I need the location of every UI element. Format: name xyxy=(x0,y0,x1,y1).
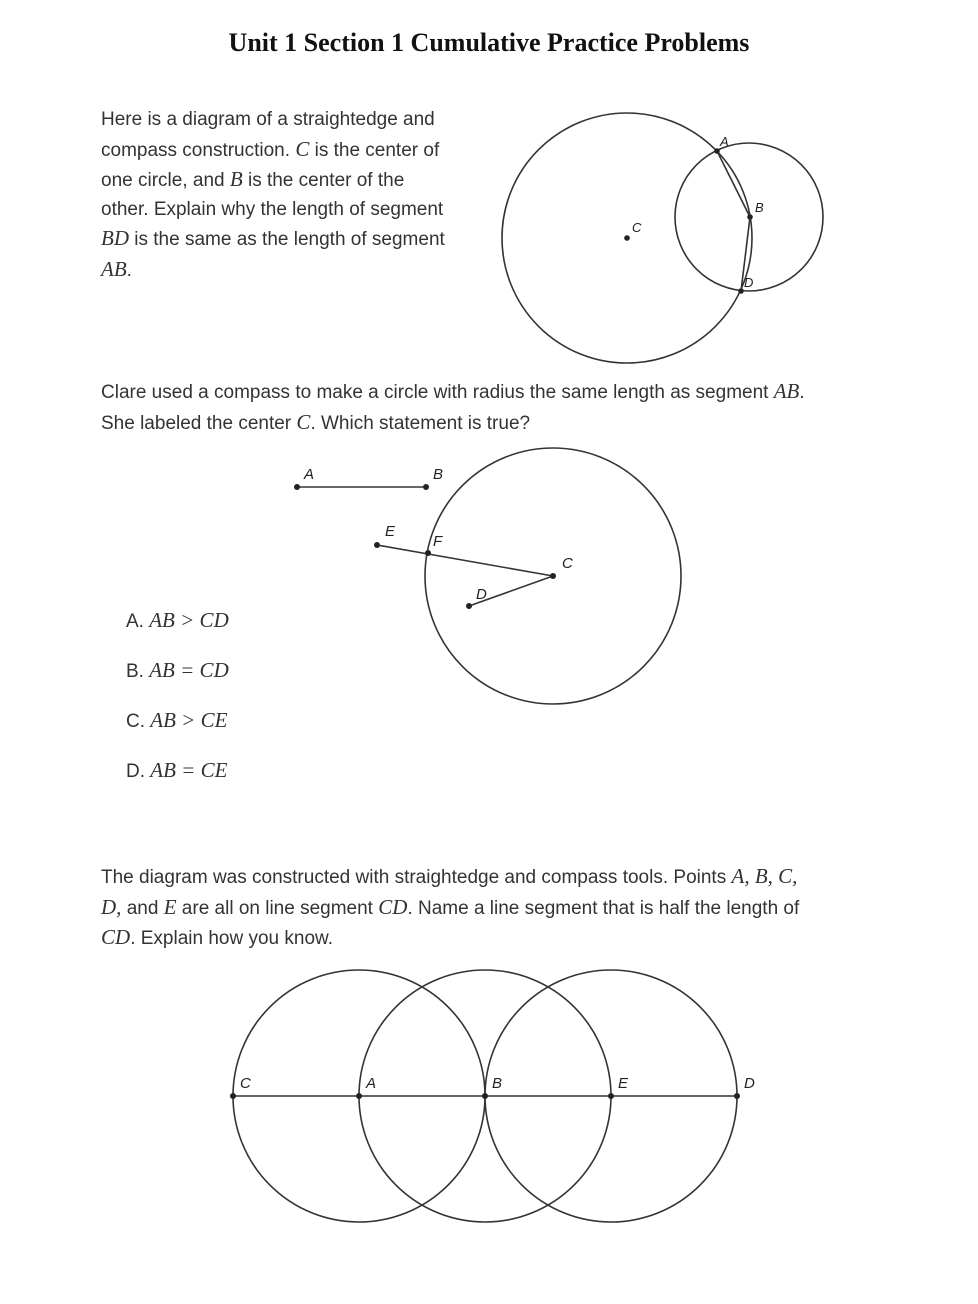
label-a: A xyxy=(366,1075,377,1092)
point-e xyxy=(608,1093,614,1099)
label-a: A xyxy=(304,466,315,483)
label-b: B xyxy=(433,466,444,483)
label-f: F xyxy=(433,533,443,550)
label-b: B xyxy=(755,200,764,215)
point-a xyxy=(356,1093,362,1099)
page-title: Unit 1 Section 1 Cumulative Practice Problems xyxy=(228,28,750,57)
label-d: D xyxy=(476,586,487,603)
choice-a[interactable]: A. AB > CD xyxy=(126,608,229,632)
label-b: B xyxy=(492,1075,503,1092)
label-e: E xyxy=(385,523,396,540)
label-c: C xyxy=(240,1075,251,1092)
label-d: D xyxy=(744,275,754,290)
problem-3-text: The diagram was constructed with straightedge and compass tools. Points A, B, C, D, and E are all on line segment CD. Name a line segment that is half the length of CD. Explain how you know. xyxy=(101,864,800,949)
label-e: E xyxy=(618,1075,629,1092)
label-c: C xyxy=(562,555,573,572)
label-c: C xyxy=(632,220,642,235)
choice-b[interactable]: B. AB = CD xyxy=(126,658,229,682)
label-d: D xyxy=(744,1075,755,1092)
label-a: A xyxy=(720,134,729,149)
problem-2-text: Clare used a compass to make a circle with radius the same length as segment AB. She labeled the center C. Which statement is true? xyxy=(101,379,805,434)
choice-d[interactable]: D. AB = CE xyxy=(126,758,228,782)
problem-1-text: Here is a diagram of a straightedge and compass construction. C is the center of one circle, and B is the center of the other. Explain why the length of segment BD is the same as the length of segment AB. xyxy=(101,109,445,281)
point-b xyxy=(482,1093,488,1099)
point-c xyxy=(230,1093,236,1099)
point-d xyxy=(734,1093,740,1099)
choice-c[interactable]: C. AB > CE xyxy=(126,708,228,732)
